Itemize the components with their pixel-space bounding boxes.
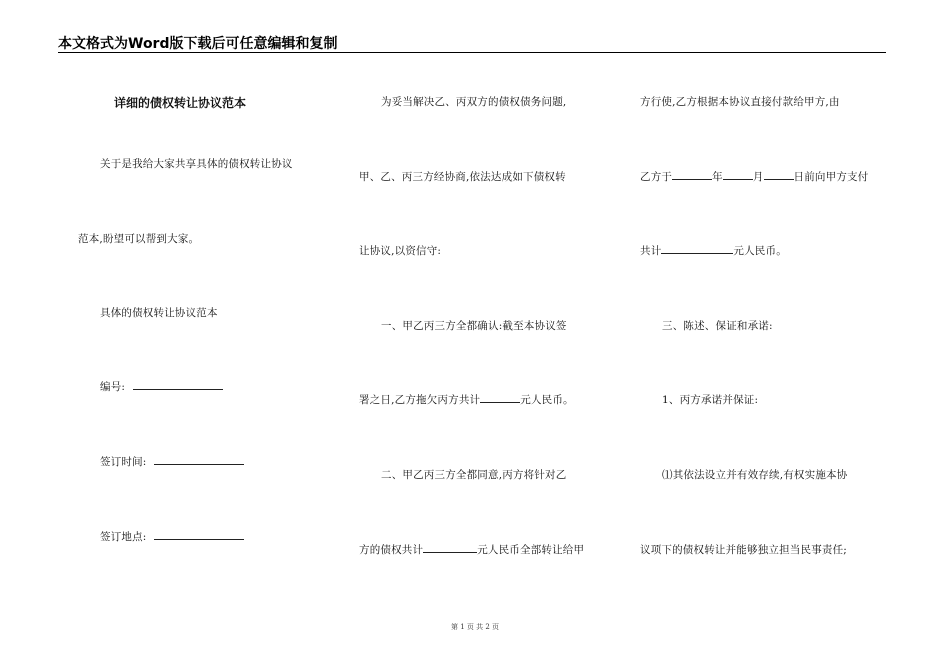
- col3-line-2: [640, 169, 868, 184]
- debt-amount-blank: [480, 392, 520, 403]
- year-blank: [672, 169, 712, 180]
- column-1: [0, 0, 320, 672]
- col2-line-4: 一、甲乙丙三方全都确认:截至本协议签: [381, 320, 567, 332]
- year-label: 年: [712, 171, 723, 183]
- payment-amount-blank: [661, 243, 733, 254]
- col2-line-5-end: 元人民币。: [520, 394, 574, 406]
- month-label: 月: [752, 171, 764, 183]
- col2-line-3: 让协议,以资信守:: [359, 245, 442, 257]
- intro-line-1: 关于是我给大家共享具体的债权转让协议: [100, 158, 293, 170]
- col2-line-5: [359, 392, 574, 407]
- signing-time-field: [100, 454, 244, 469]
- col2-line-6: 二、甲乙丙三方全都同意,丙方将针对乙: [381, 469, 567, 481]
- transfer-amount-blank: [423, 542, 477, 553]
- signing-place-blank: [154, 529, 244, 540]
- col2-line-7-end: 元人民币全部转让给甲: [477, 544, 585, 556]
- section-subtitle: 具体的债权转让协议范本: [100, 307, 218, 319]
- signing-time-label: 签订时间:: [100, 456, 147, 468]
- col2-line-5-start: 署之日,乙方拖欠丙方共计: [359, 394, 481, 406]
- col2-line-7: [359, 542, 584, 557]
- page-indicator: 第 1 页 共 2 页: [450, 623, 500, 631]
- signing-time-blank: [154, 454, 244, 465]
- number-blank: [133, 379, 223, 390]
- col3-line-2-end: 日前向甲方支付: [793, 171, 869, 183]
- col3-line-6: ⑴其依法设立并有效存续,有权实施本协: [662, 469, 848, 481]
- col3-line-4: 三、陈述、保证和承诺:: [662, 320, 773, 332]
- col2-line-2: 甲、乙、丙三方经协商,依法达成如下债权转: [359, 171, 566, 183]
- col2-line-7-start: 方的债权共计: [359, 544, 424, 556]
- month-blank: [723, 169, 753, 180]
- col3-line-2-start: 乙方于: [640, 171, 673, 183]
- intro-line-2: 范本,盼望可以帮到大家。: [78, 233, 200, 245]
- document-banner: 本文格式为Word版下载后可任意编辑和复制: [58, 36, 338, 52]
- number-field: [100, 379, 223, 394]
- day-blank: [764, 169, 794, 180]
- column-2: [320, 0, 620, 672]
- col3-line-5: 1、丙方承诺并保证:: [662, 394, 759, 406]
- document-title: 详细的债权转让协议范本: [114, 96, 247, 110]
- col2-line-1: 为妥当解决乙、丙双方的债权债务问题,: [381, 96, 567, 108]
- col3-line-3: [640, 243, 787, 258]
- number-label: 编号:: [100, 381, 126, 393]
- column-3: [620, 0, 920, 672]
- col3-line-7: 议项下的债权转让并能够独立担当民事责任;: [640, 544, 848, 556]
- col3-line-3-end: 元人民币。: [733, 245, 787, 257]
- col3-line-1: 方行使,乙方根据本协议直接付款给甲方,由: [640, 96, 840, 108]
- signing-place-field: [100, 529, 244, 544]
- col3-line-3-start: 共计: [640, 245, 662, 257]
- signing-place-label: 签订地点:: [100, 531, 147, 543]
